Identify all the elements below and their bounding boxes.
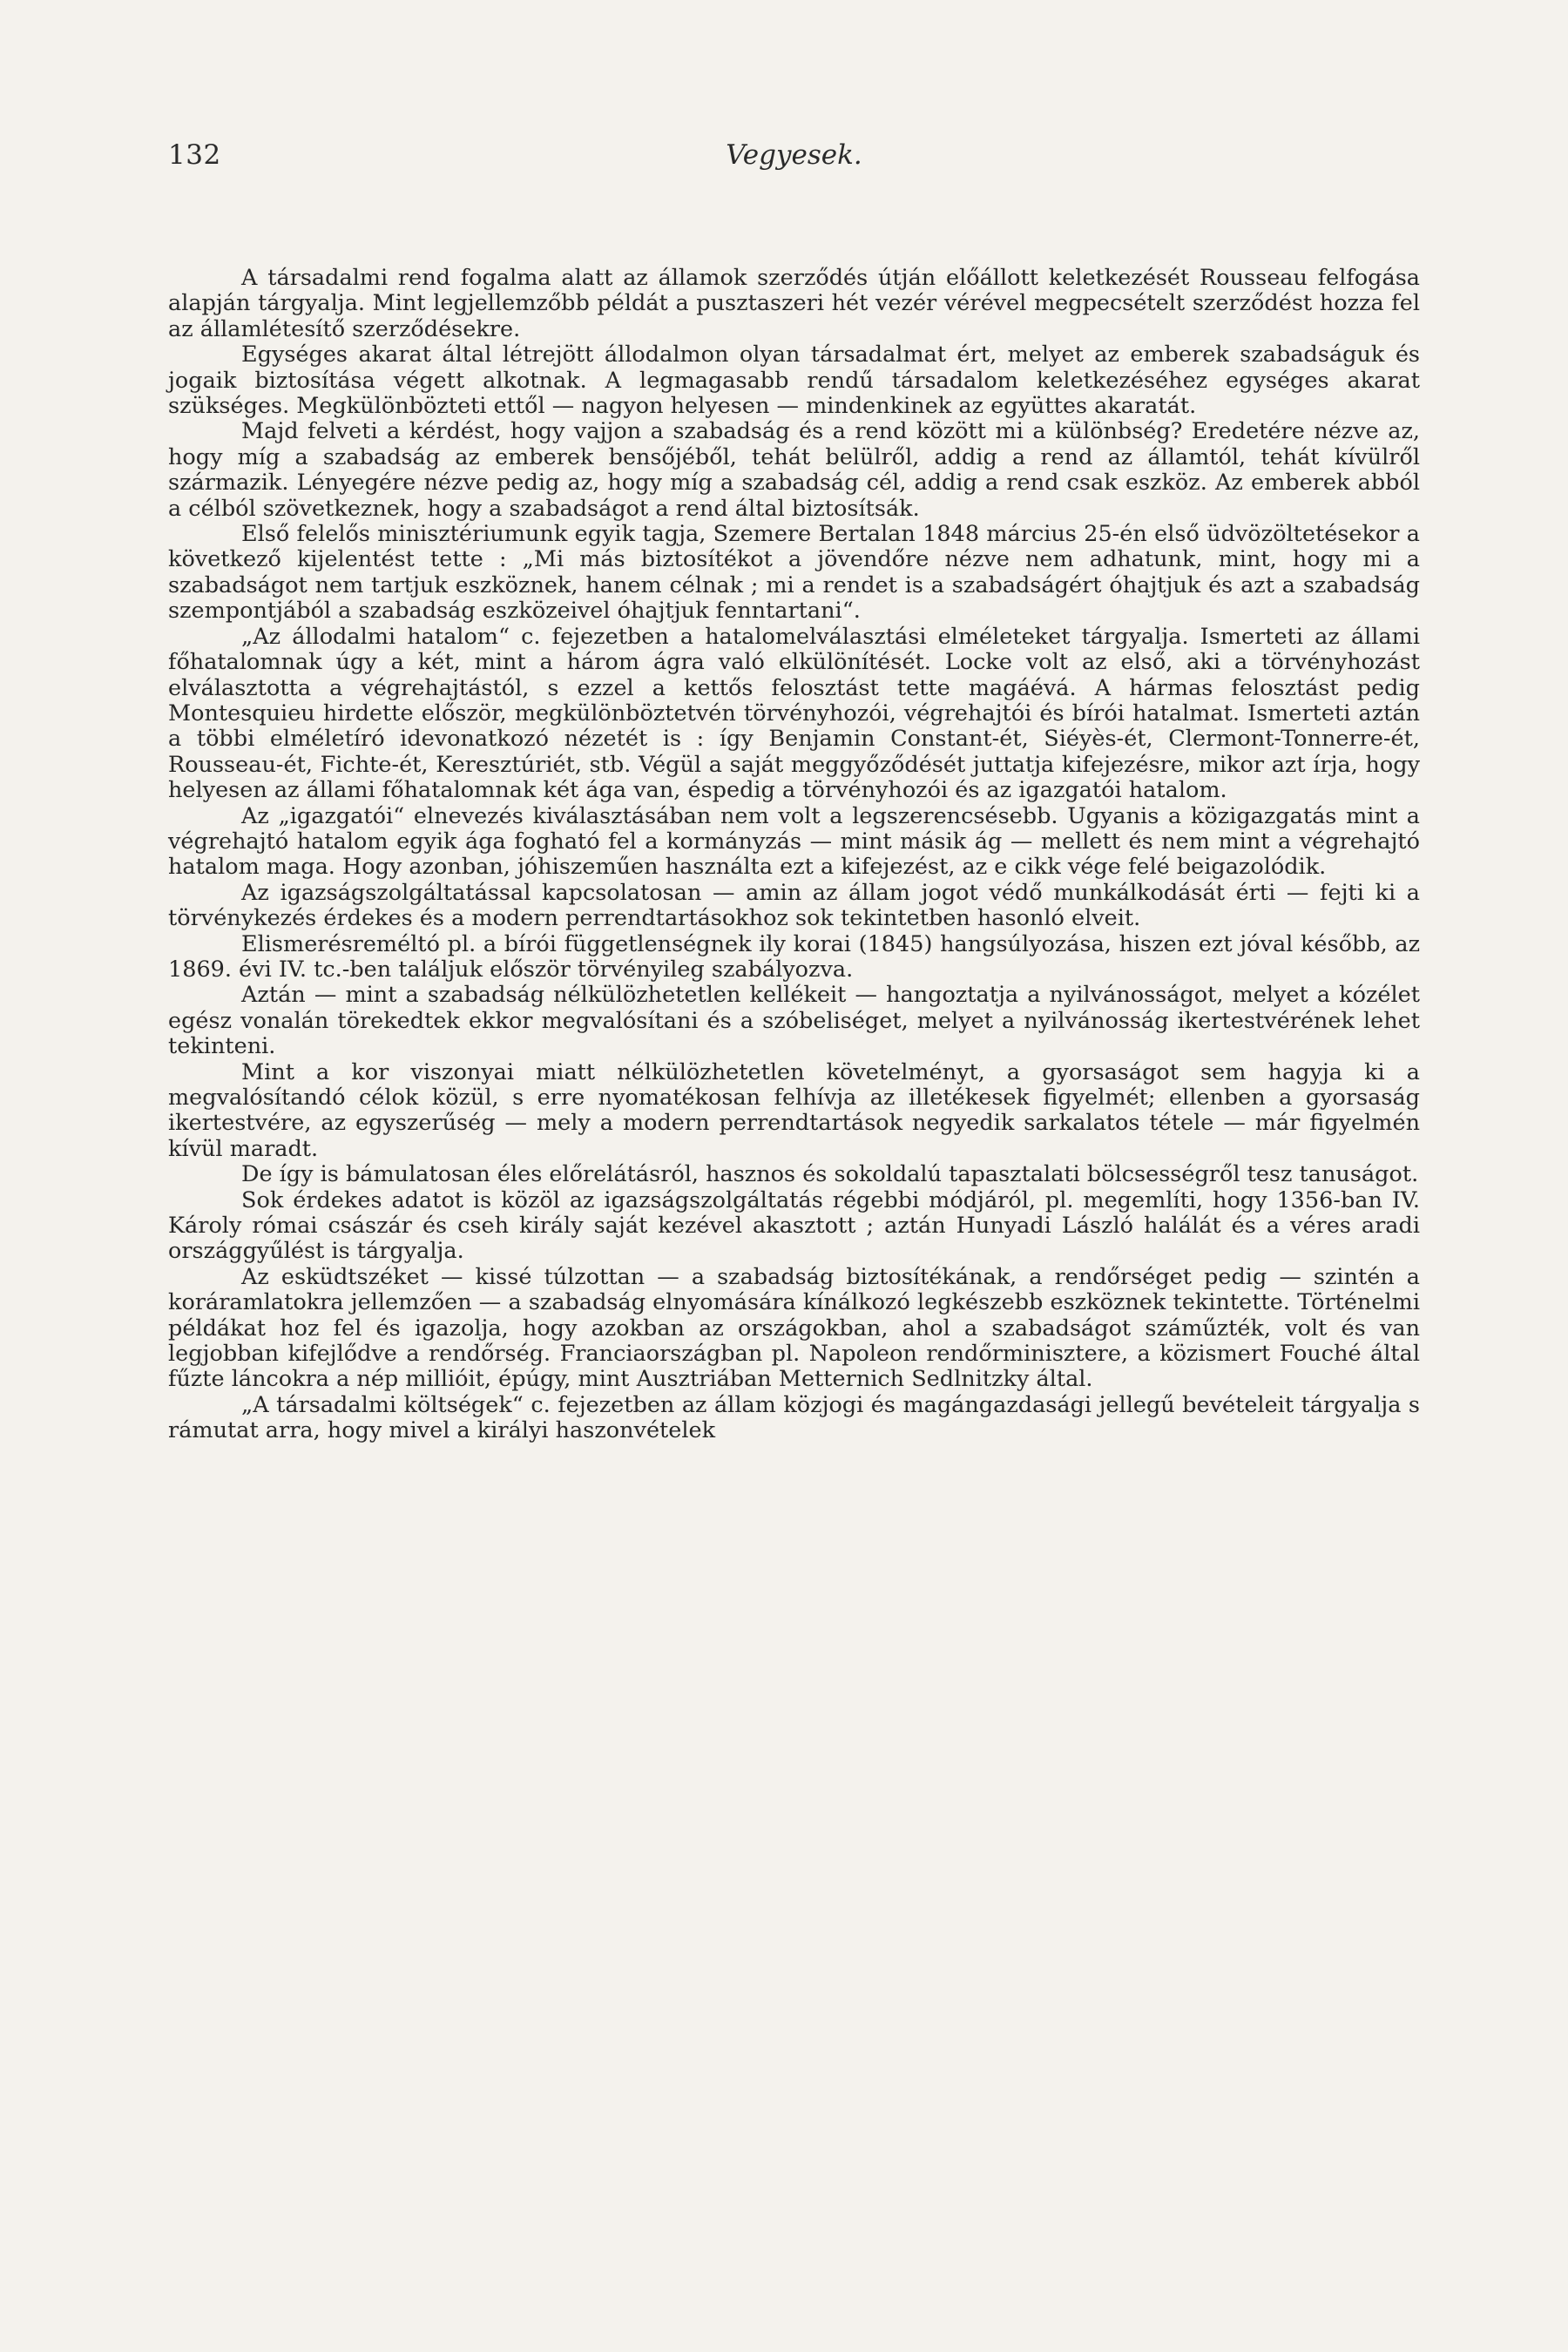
body-text <box>168 266 1420 1444</box>
paragraph: Sok érdekes adatot is közöl az igazságszolgáltatás régebbi módjáról, pl. megemlíti, hogy 1356-ban IV. Károly római császár és cseh király saját kezével akasztott ; aztán Hunyadi László halálát és a véres aradi országgyűlést is tárgyalja. <box>168 1186 1420 1265</box>
paragraph: Első felelős minisztériumunk egyik tagja, Szemere Bertalan 1848 március 25-én első üdvözöltetésekor a következő kijelentést tette : „Mi más biztosítékot a jövendőre nézve nem adhatunk, mint, hogy mi a szabadságot nem tartjuk eszköznek, hanem célnak ; mi a rendet is a szabadságért óhajtjuk és azt a szabadság szempontjából a szabadság eszközeivel óhajtjuk fenntartani“. <box>168 521 1420 625</box>
paragraph: „Az állodalmi hatalom“ c. fejezetben a hatalomelválasztási elméleteket tárgyalja. Ismerteti az állami főhatalomnak úgy a két, mint a három ágra való elkülönítését. Locke volt az első, aki a törvényhozást elválasztotta a végrehajtástól, s ezzel a kettős felosztást tette magáévá. A hármas felosztást pedig Montesquieu hirdette először, megkülönböztetvén törvényhozói, végrehajtói és bírói hatalmat. Ismerteti aztán a többi elméletíró idevonatkozó nézetét is : így Benjamin Constant-ét, Siéyès-ét, Clermont-Tonnerre-ét, Rousseau-ét, Fichte-ét, Keresztúriét, stb. Végül a saját meggyőződését juttatja kifejezésre, mikor azt írja, hogy helyesen az állami főhatalomnak két ága van, éspedig a törvényhozói és az igazgatói hatalom. <box>168 623 1420 804</box>
running-title: Vegyesek. <box>726 139 862 171</box>
paragraph: „A társadalmi költségek“ c. fejezetben az állam közjogi és magángazdasági jellegű bevételeit tárgyalja s rámutat arra, hogy mivel a királyi haszonvételek <box>168 1391 1420 1444</box>
paragraph: Majd felveti a kérdést, hogy vajjon a szabadság és a rend között mi a különbség? Eredetére nézve az, hogy míg a szabadság az emberek bensőjéből, tehát belülről, addig a rend az államtól, tehát kívülről származik. Lényegére nézve pedig az, hogy míg a szabadság cél, addig a rend csak eszköz. Az emberek abból a célból szövetkeznek, hogy a szabadságot a rend által biztosítsák. <box>168 418 1420 522</box>
paragraph: A társadalmi rend fogalma alatt az államok szerződés útján előállott keletkezését Rousseau felfogása alapján tárgyalja. Mint legjellemzőbb példát a pusztaszeri hét vezér vérével megpecsételt szerződést hozza fel az államlétesítő szerződésekre. <box>168 265 1420 342</box>
page-header <box>168 139 1420 183</box>
paragraph: Aztán — mint a szabadság nélkülözhetetlen kellékeit — hangoztatja a nyilvánosságot, melyet a kózélet egész vonalán törekedtek ekkor megvalósítani és a szóbeliséget, melyet a nyilvánosság ikertestvérének lehet tekinteni. <box>168 982 1420 1060</box>
paragraph: Mint a kor viszonyai miatt nélkülözhetetlen követelményt, a gyorsaságot sem hagyja ki a megvalósítandó célok közül, s erre nyomatékosan felhívja az illetékesek figyelmét; ellenben a gyorsaság ikertestvére, az egyszerűség — mely a modern perrendtartások negyedik sarkalatos tétele — már figyelmén kívül maradt. <box>168 1058 1420 1162</box>
paragraph: De így is bámulatosan éles előrelátásról, hasznos és sokoldalú tapasztalati bölcsességről tesz tanuságot. <box>241 1161 1419 1188</box>
paragraph: Az „igazgatói“ elnevezés kiválasztásában nem volt a legszerencsésebb. Ugyanis a közigazgatás mint a végrehajtó hatalom egyik ága fogható fel a kormányzás — mint másik ág — mellett és nem mint a végrehajtó hatalom maga. Hogy azonban, jóhiszeműen használta ezt a kifejezést, az e cikk vége felé beigazolódik. <box>168 802 1420 881</box>
paragraph: Egységes akarat által létrejött állodalmon olyan társadalmat ért, melyet az emberek szabadságuk és jogaik biztosítása végett alkotnak. A legmagasabb rendű társadalom keletkezéséhez egységes akarat szükséges. Megkülönbözteti ettől — nagyon helyesen — mindenkinek az együttes akaratát. <box>168 341 1420 420</box>
paragraph: Az esküdtszéket — kissé túlzottan — a szabadság biztosítékának, a rendőrséget pedig — szintén a koráramlatokra jellemzően — a szabadság elnyomására kínálkozó legkészebb eszköznek tekintette. Történelmi példákat hoz fel és igazolja, hogy azokban az országokban, ahol a szabadságot száműzték, volt és van legjobban kifejlődve a rendőrség. Franciaországban pl. Napoleon rendőrminisztere, a közismert Fouché által fűzte láncokra a nép millióit, épúgy, mint Ausztriában Metternich Sedlnitzky által. <box>168 1263 1420 1393</box>
paragraph: Az igazságszolgáltatással kapcsolatosan — amin az állam jogot védő munkálkodását érti — fejti ki a törvénykezés érdekes és a modern perrendtartásokhoz sok tekintetben hasonló elveit. <box>168 879 1420 932</box>
paragraph: Elismerésreméltó pl. a bírói függetlenségnek ily korai (1845) hangsúlyozása, hiszen ezt jóval később, az 1869. évi IV. tc.-ben találjuk először törvényileg szabályozva. <box>168 930 1420 983</box>
page-number: 132 <box>168 139 221 171</box>
